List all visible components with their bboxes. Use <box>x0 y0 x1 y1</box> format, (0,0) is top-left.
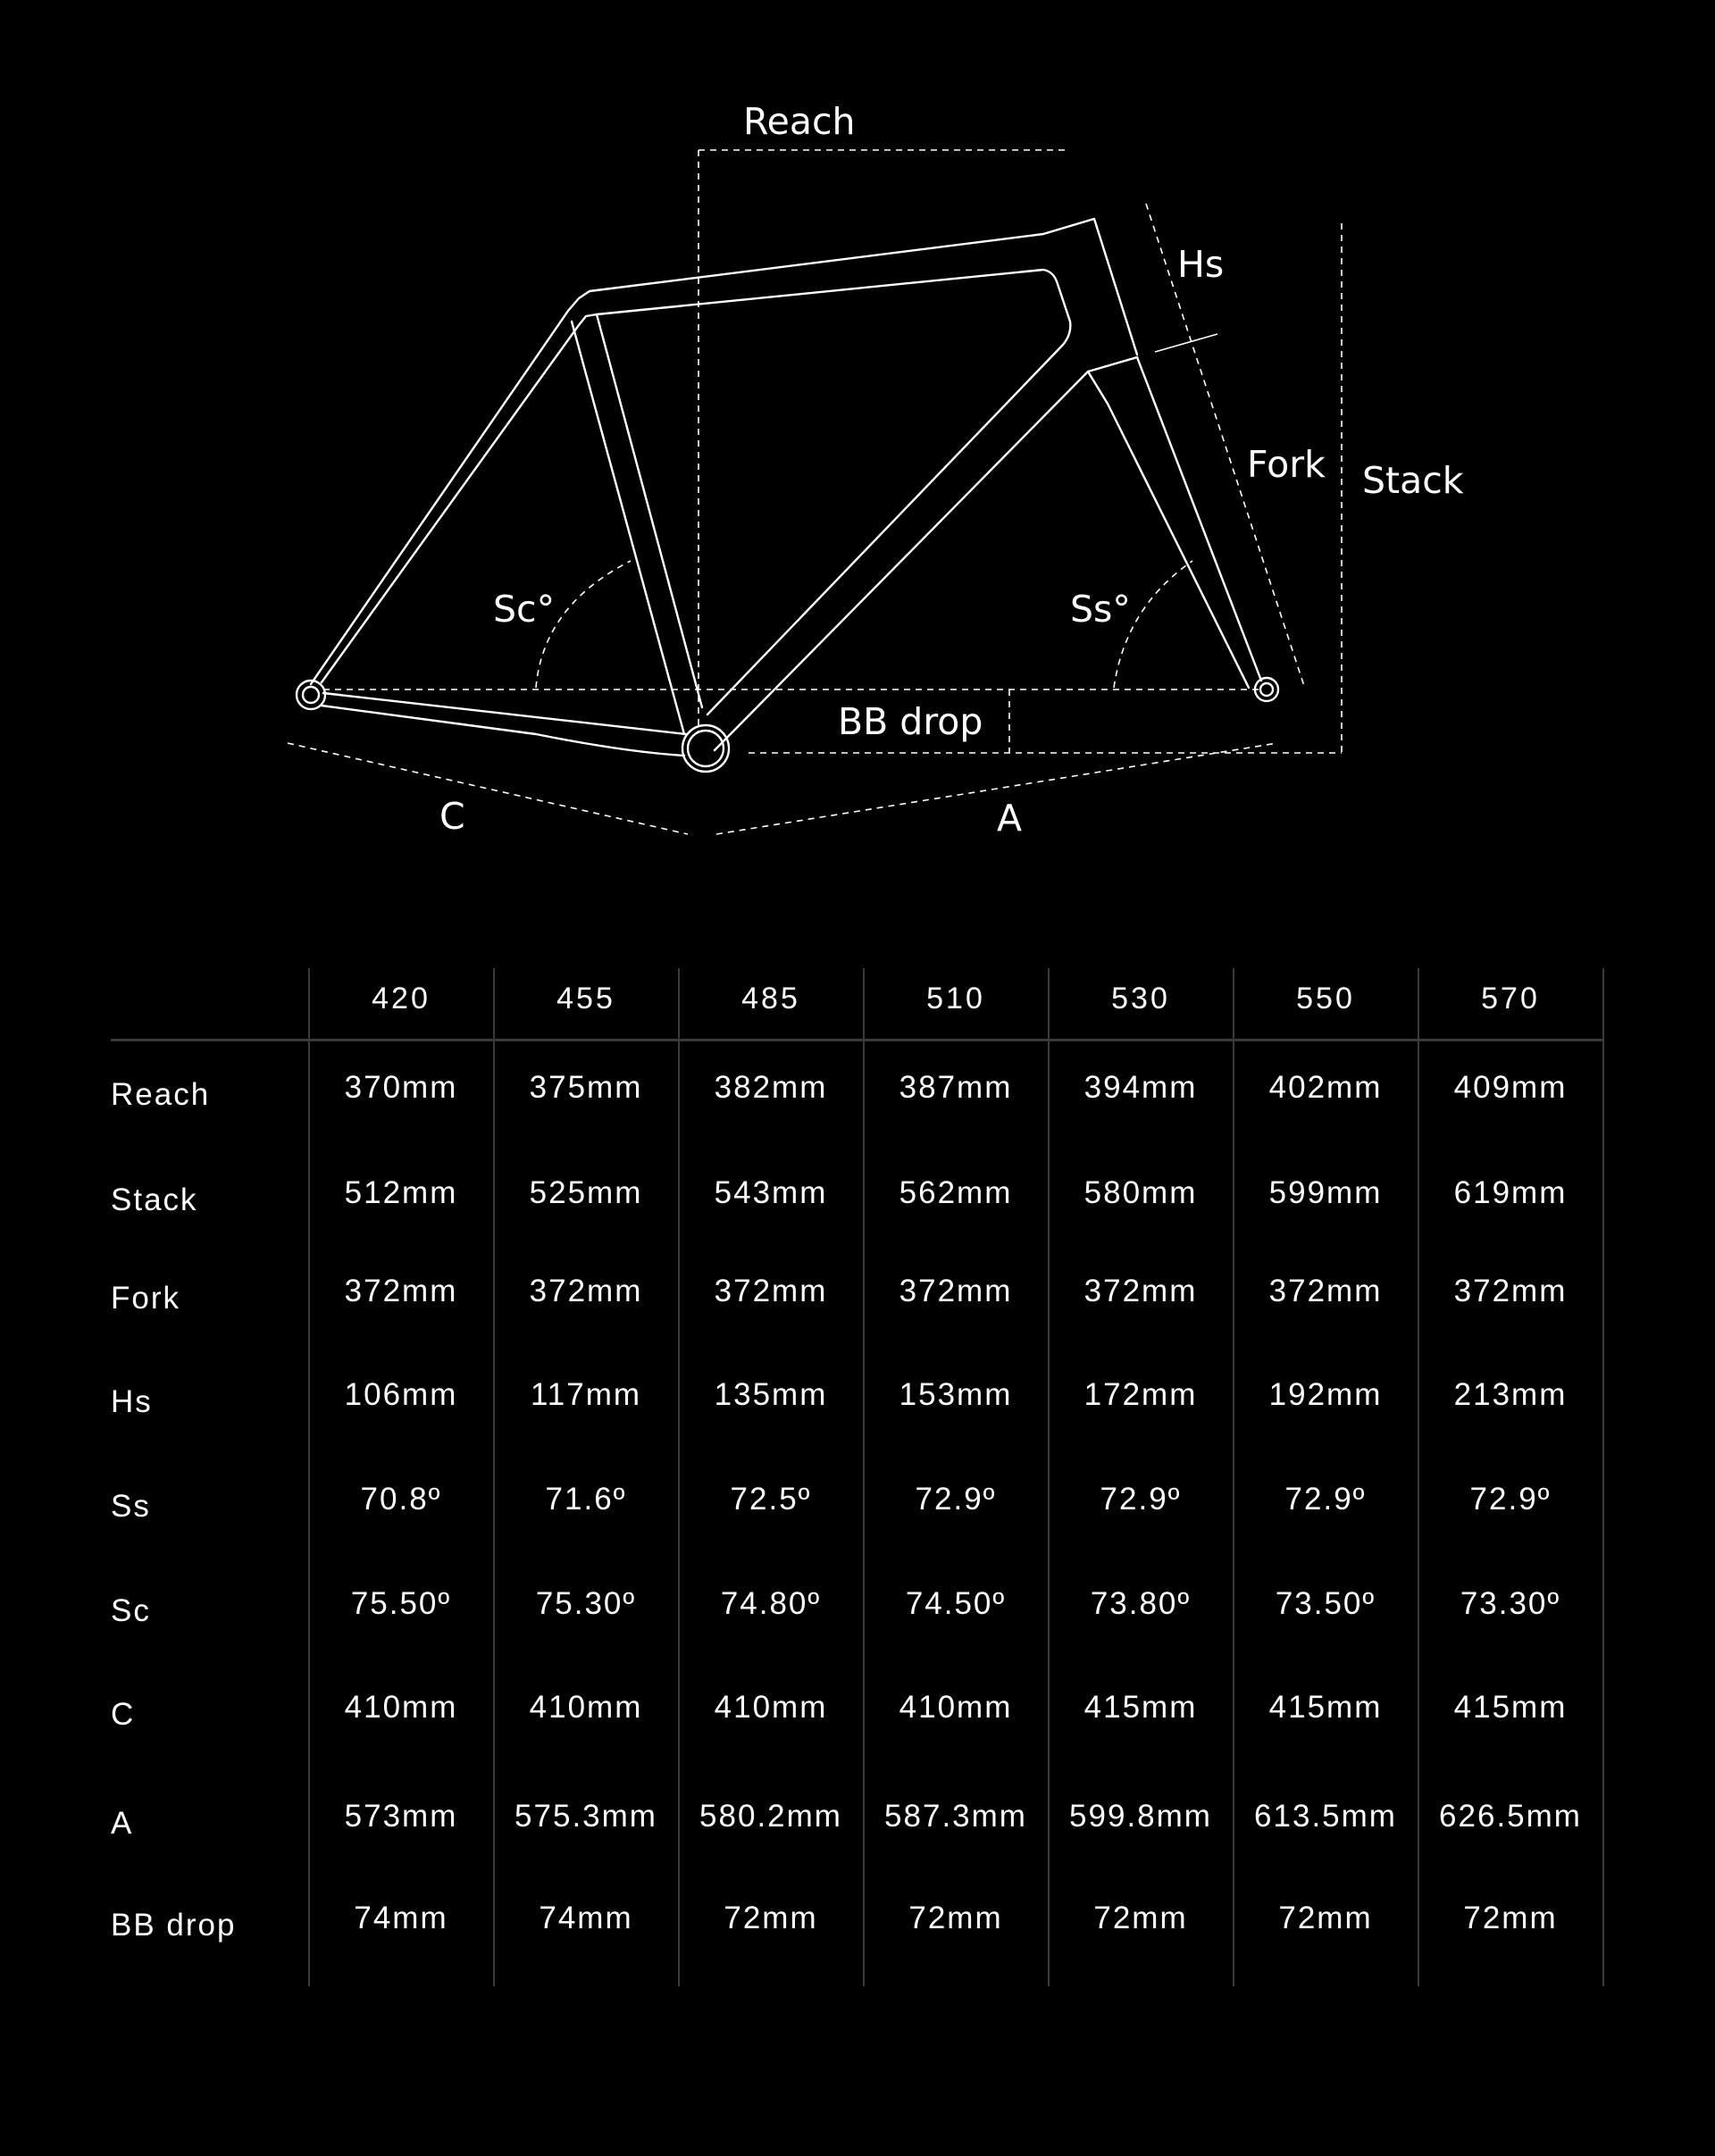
size-header: 420 <box>372 982 431 1015</box>
table-cell: 626.5mm <box>1439 1799 1582 1834</box>
bottom-bracket-icon <box>682 725 729 772</box>
table-cell: 575.3mm <box>514 1799 657 1834</box>
size-header: 550 <box>1296 982 1355 1015</box>
table-cell: 415mm <box>1268 1690 1383 1725</box>
table-cell: 74mm <box>539 1901 633 1935</box>
table-cell: 580.2mm <box>699 1799 842 1834</box>
size-header: 530 <box>1111 982 1170 1015</box>
row-label: Reach <box>111 1077 211 1112</box>
table-cell: 382mm <box>714 1070 828 1105</box>
table-cell: 117mm <box>530 1377 642 1412</box>
table-cell: 372mm <box>1268 1274 1383 1308</box>
table-cell: 525mm <box>529 1175 643 1210</box>
table-cell: 372mm <box>529 1274 643 1308</box>
table-cell: 106mm <box>344 1377 458 1412</box>
table-cell: 71.6º <box>545 1482 627 1517</box>
table-cell: 415mm <box>1453 1690 1568 1725</box>
table-cell: 213mm <box>1453 1377 1568 1412</box>
table-cell: 599.8mm <box>1069 1799 1212 1834</box>
size-header: 570 <box>1481 982 1540 1015</box>
table-cell: 72.9º <box>915 1482 997 1517</box>
bike-frame-outline <box>311 219 1261 756</box>
table-cell: 619mm <box>1453 1175 1568 1210</box>
table-cell: 394mm <box>1083 1070 1198 1105</box>
table-cell: 70.8º <box>360 1482 442 1517</box>
table-cell: 153mm <box>899 1377 1013 1412</box>
table-cell: 415mm <box>1083 1690 1198 1725</box>
table-cell: 372mm <box>344 1274 458 1308</box>
frame-geometry-diagram <box>0 0 1715 893</box>
geometry-table <box>111 968 1604 1986</box>
row-label: Ss <box>111 1489 151 1524</box>
table-cell: 372mm <box>1083 1274 1198 1308</box>
label-bb-drop: BB drop <box>838 700 983 743</box>
row-label: BB drop <box>111 1908 237 1943</box>
table-cell: 72.9º <box>1469 1482 1552 1517</box>
table-cell: 375mm <box>529 1070 643 1105</box>
table-cell: 74mm <box>354 1901 448 1935</box>
column-divider <box>1602 968 1604 1986</box>
label-ss: Ss° <box>1070 588 1131 631</box>
table-cell: 580mm <box>1083 1175 1198 1210</box>
label-hs: Hs <box>1177 243 1225 286</box>
table-cell: 599mm <box>1268 1175 1383 1210</box>
size-header: 455 <box>556 982 615 1015</box>
table-cell: 74.50º <box>905 1586 1007 1621</box>
table-cell: 512mm <box>344 1175 458 1210</box>
table-cell: 543mm <box>714 1175 828 1210</box>
label-stack: Stack <box>1362 459 1464 502</box>
table-cell: 192mm <box>1268 1377 1383 1412</box>
table-cell: 410mm <box>899 1690 1013 1725</box>
table-cell: 613.5mm <box>1254 1799 1397 1834</box>
table-cell: 172mm <box>1083 1377 1198 1412</box>
table-cell: 75.50º <box>350 1586 452 1621</box>
table-cell: 587.3mm <box>884 1799 1027 1834</box>
table-cell: 72.5º <box>730 1482 812 1517</box>
label-fork: Fork <box>1247 443 1326 486</box>
table-cell: 72mm <box>1278 1901 1373 1935</box>
table-cell: 573mm <box>344 1799 458 1834</box>
label-a: A <box>997 797 1023 840</box>
table-cell: 562mm <box>899 1175 1013 1210</box>
table-cell: 402mm <box>1268 1070 1383 1105</box>
table-cell: 372mm <box>1453 1274 1568 1308</box>
table-cell: 410mm <box>344 1690 458 1725</box>
table-cell: 410mm <box>529 1690 643 1725</box>
row-label: Sc <box>111 1593 151 1628</box>
table-cell: 387mm <box>899 1070 1013 1105</box>
row-label: Hs <box>111 1384 153 1419</box>
table-cell: 370mm <box>344 1070 458 1105</box>
header-divider <box>111 1039 1604 1041</box>
table-cell: 372mm <box>714 1274 828 1308</box>
table-cell: 72mm <box>724 1901 818 1935</box>
table-cell: 73.30º <box>1460 1586 1561 1621</box>
table-cell: 73.80º <box>1090 1586 1192 1621</box>
row-label: Fork <box>111 1281 180 1316</box>
row-label: A <box>111 1806 134 1841</box>
table-cell: 75.30º <box>535 1586 637 1621</box>
table-cell: 72.9º <box>1100 1482 1182 1517</box>
row-label: Stack <box>111 1182 198 1217</box>
size-header: 510 <box>926 982 985 1015</box>
table-cell: 135mm <box>714 1377 828 1412</box>
table-cell: 72mm <box>908 1901 1003 1935</box>
table-cell: 73.50º <box>1275 1586 1376 1621</box>
table-cell: 372mm <box>899 1274 1013 1308</box>
label-c: C <box>439 795 465 838</box>
table-cell: 74.80º <box>720 1586 822 1621</box>
table-cell: 410mm <box>714 1690 828 1725</box>
row-label: C <box>111 1697 136 1732</box>
size-header: 485 <box>741 982 800 1015</box>
table-cell: 72mm <box>1093 1901 1188 1935</box>
label-reach: Reach <box>743 100 856 143</box>
table-cell: 72.9º <box>1284 1482 1367 1517</box>
table-cell: 72mm <box>1463 1901 1558 1935</box>
label-sc: Sc° <box>493 588 556 631</box>
table-cell: 409mm <box>1453 1070 1568 1105</box>
